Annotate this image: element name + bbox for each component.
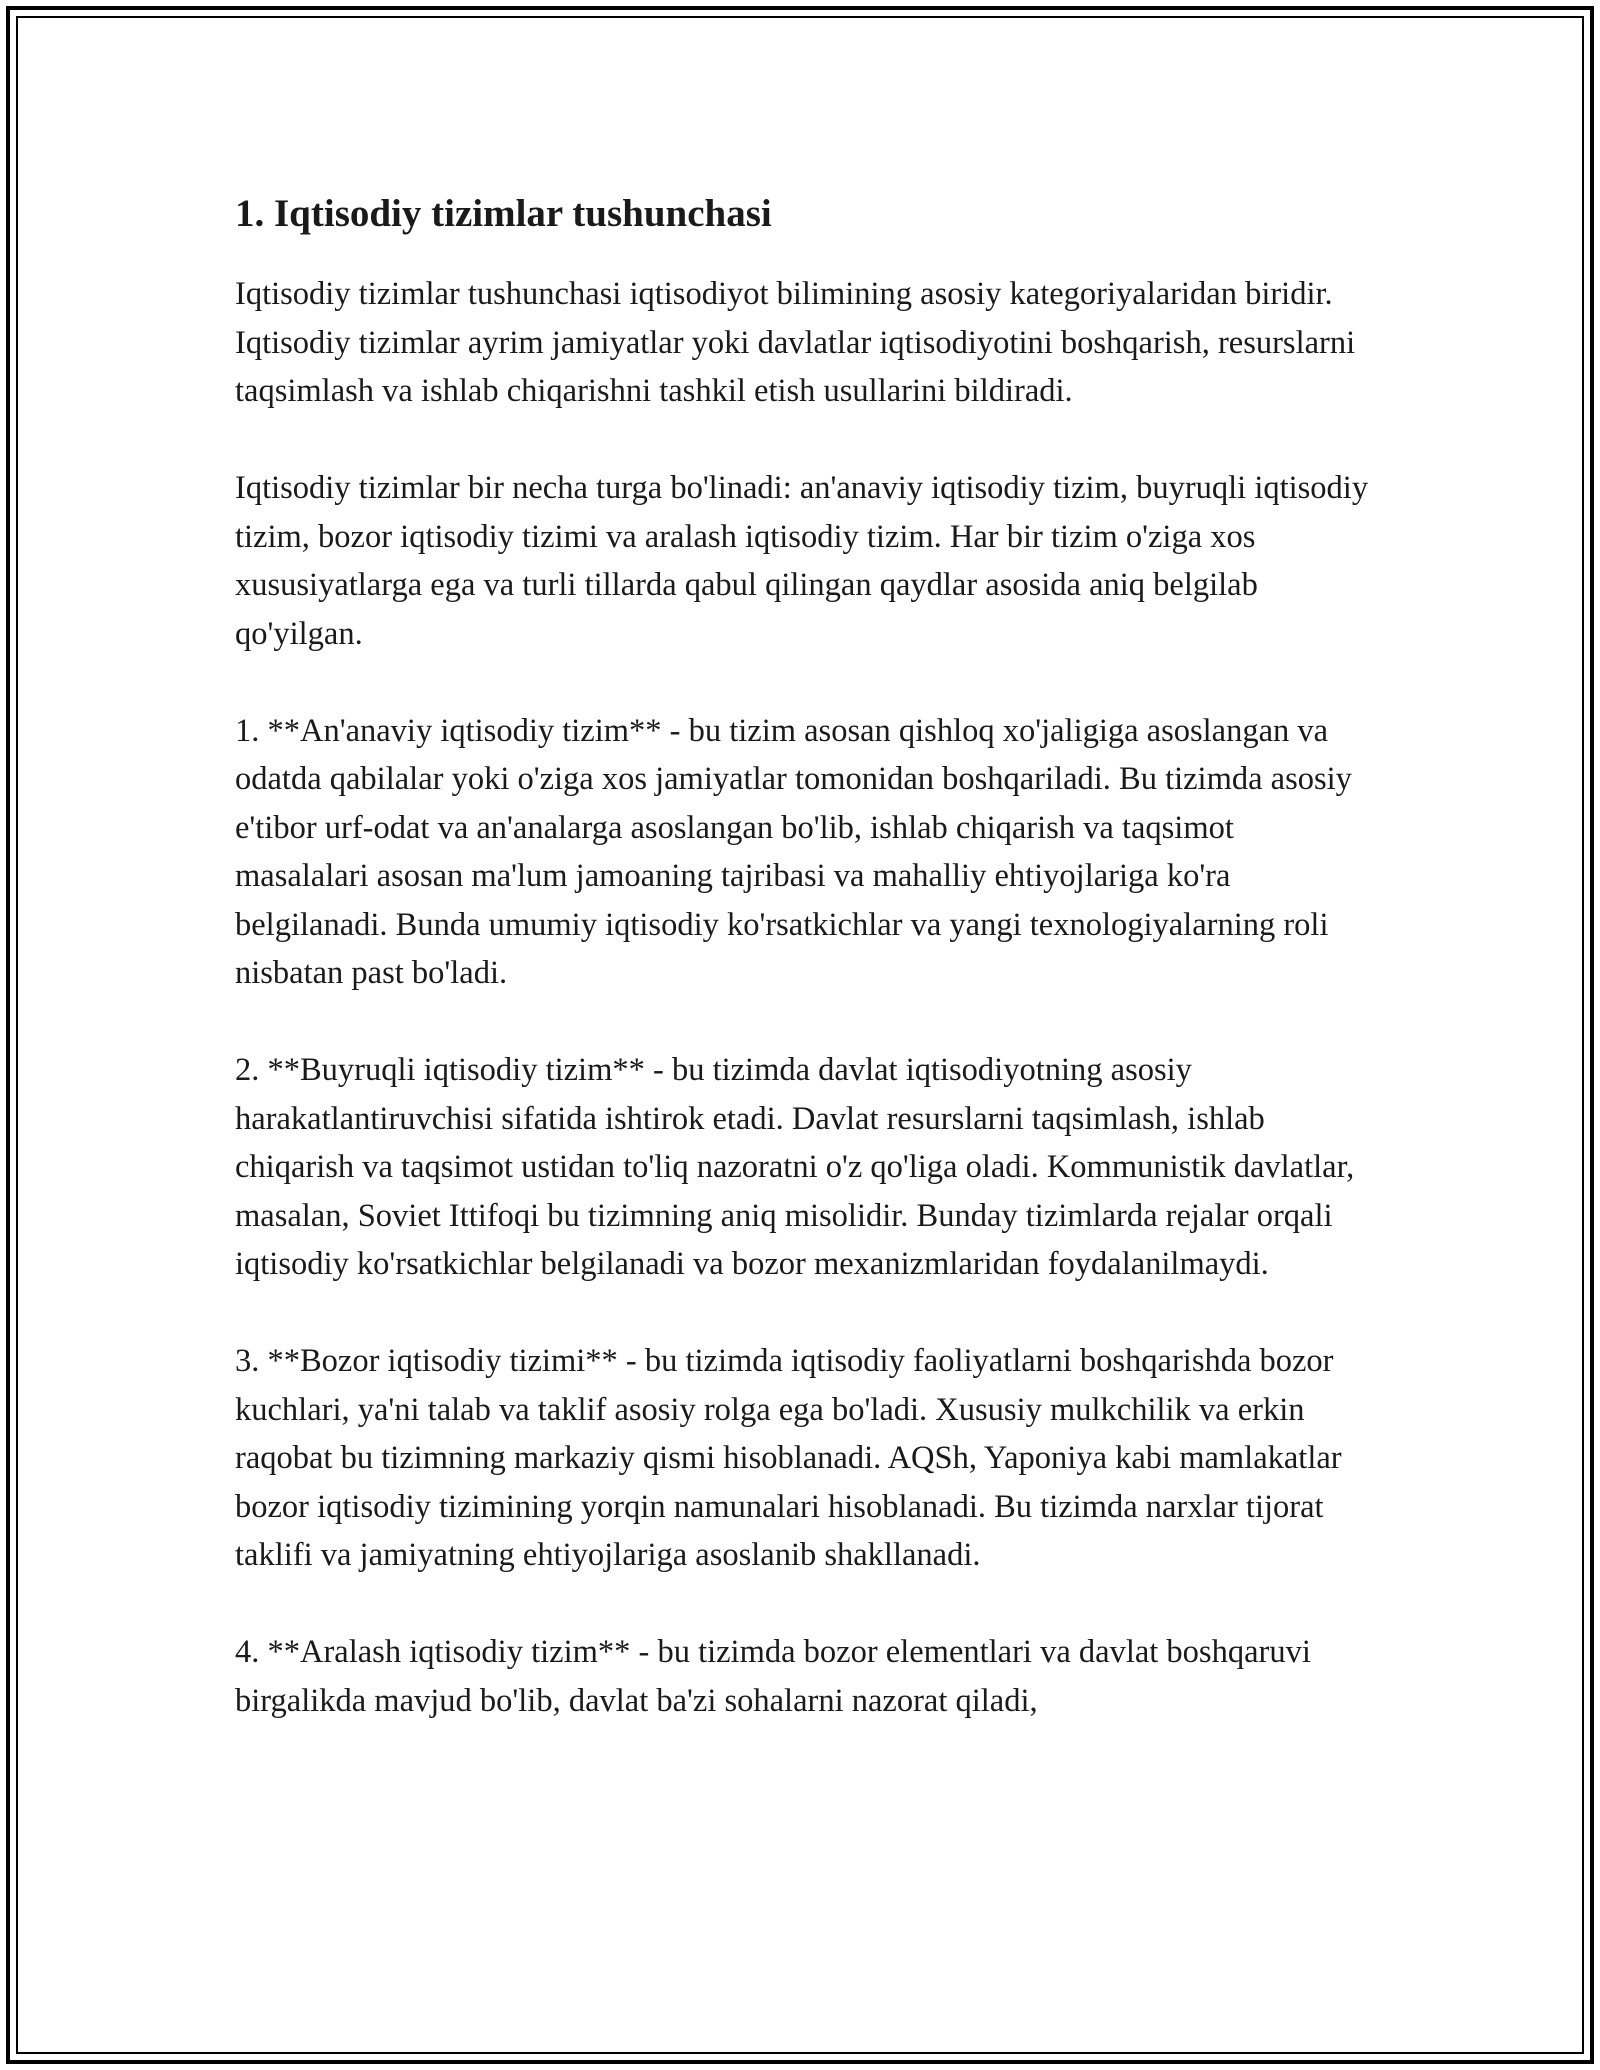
paragraph-command: 2. **Buyruqli iqtisodiy tizim** - bu tizimda davlat iqtisodiyotning asosiy harakatlantiruvchisi sifatida ishtirok etadi. Davlat resurslarni taqsimlash, ishlab chiqarish va taqsimot ustidan to'liq nazoratni o'z qo'liga oladi. Kommunistik davlatlar, masalan, Soviet Ittifoqi bu tizimning aniq misolidir. Bunday tizimlarda rejalar orqali iqtisodiy ko'rsatkichlar belgilanadi va bozor mexanizmlaridan foydalanilmaydi. [235, 1052, 1355, 1282]
section-heading: 1. Iqtisodiy tizimlar tushunchasi [235, 192, 772, 235]
paragraph-market: 3. **Bozor iqtisodiy tizimi** - bu tizimda iqtisodiy faoliyatlarni boshqarishda bozor kuchlari, ya'ni talab va taklif asosiy rolga ega bo'ladi. Xususiy mulkchilik va erkin raqobat bu tizimning markaziy qismi hisoblanadi. AQSh, Yaponiya kabi mamlakatlar bozor iqtisodiy tizimining yorqin namunalari hisoblanadi. Bu tizimda narxlar tijorat taklifi va jamiyatning ehtiyojlariga asoslanib shakllanadi. [235, 1343, 1342, 1573]
paragraph-mixed: 4. **Aralash iqtisodiy tizim** - bu tizimda bozor elementlari va davlat boshqaruvi birgalikda mavjud bo'lib, davlat ba'zi sohalarni nazorat qiladi, [235, 1634, 1311, 1719]
document-body [235, 188, 1375, 1774]
paragraph-traditional: 1. **An'anaviy iqtisodiy tizim** - bu tizim asosan qishloq xo'jaligiga asoslangan va odatda qabilalar yoki o'ziga xos jamiyatlar tomonidan boshqariladi. Bu tizimda asosiy e'tibor urf-odat va an'analarga asoslangan bo'lib, ishlab chiqarish va taqsimot masalalari asosan ma'lum jamoaning tajribasi va mahalliy ehtiyojlariga ko'ra belgilanadi. Bunda umumiy iqtisodiy ko'rsatkichlar va yangi texnologiyalarning roli nisbatan past bo'ladi. [235, 712, 1352, 991]
paragraph-intro: Iqtisodiy tizimlar tushunchasi iqtisodiyot bilimining asosiy kategoriyalaridan biridir. Iqtisodiy tizimlar ayrim jamiyatlar yoki davlatlar iqtisodiyotini boshqarish, resurslarni taqsimlash va ishlab chiqarishni tashkil etish usullarini bildiradi. [235, 276, 1356, 409]
paragraph-types: Iqtisodiy tizimlar bir necha turga bo'linadi: an'anaviy iqtisodiy tizim, buyruqli iqtisodiy tizim, bozor iqtisodiy tizimi va aralash iqtisodiy tizim. Har bir tizim o'ziga xos xususiyatlarga ega va turli tillarda qabul qilingan qaydlar asosida aniq belgilab qo'yilgan. [235, 470, 1369, 652]
